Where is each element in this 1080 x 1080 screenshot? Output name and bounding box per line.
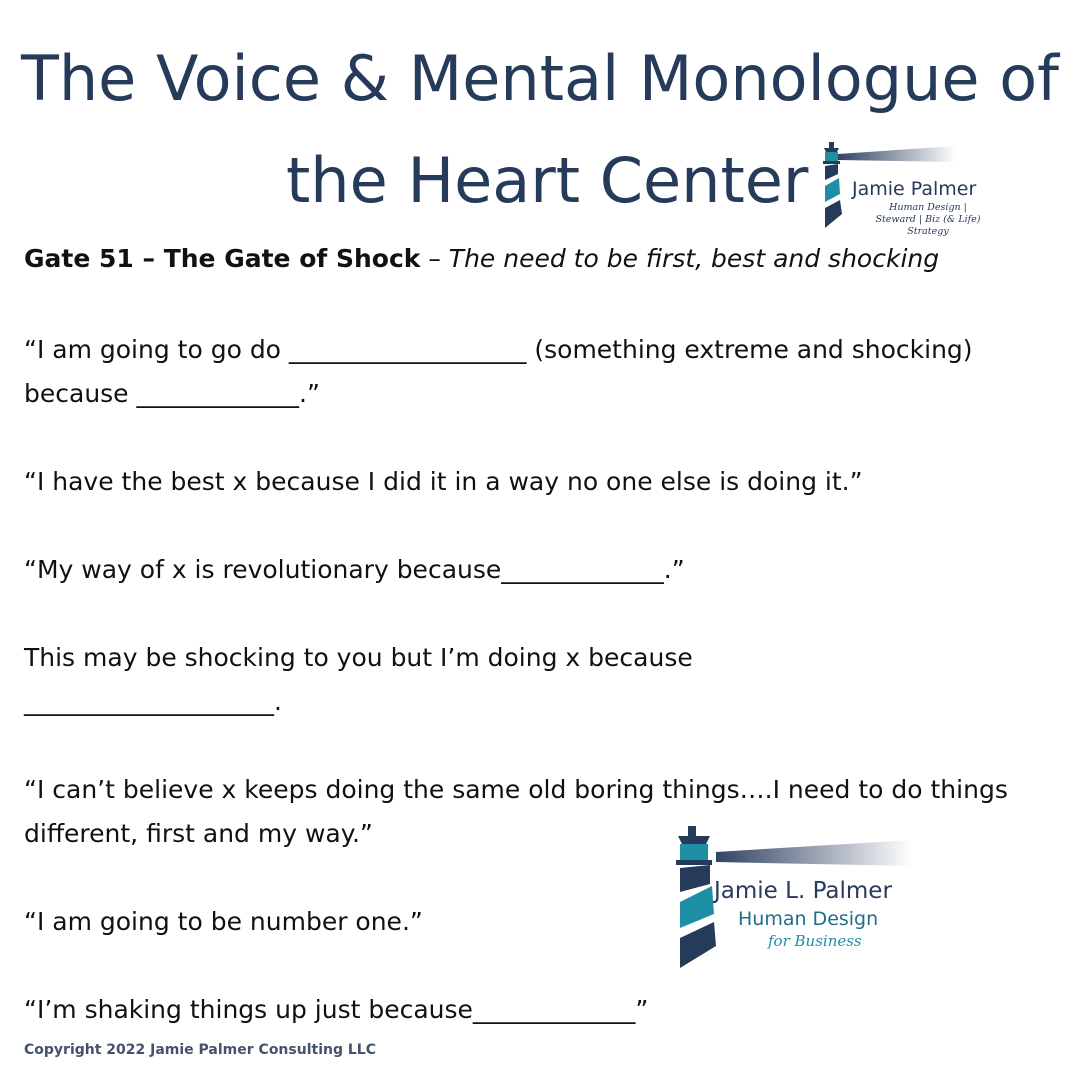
gate-separator: –: [420, 244, 449, 273]
logo-big-human-design: Human Design: [738, 908, 879, 930]
statement-3: “My way of x is revolutionary because_____________.”: [24, 555, 685, 584]
statement-7: “I’m shaking things up just because_____________”: [24, 995, 649, 1024]
gate-label: Gate 51 – The Gate of Shock: [24, 244, 421, 273]
statement-6: “I am going to be number one.”: [24, 907, 423, 936]
logo-big-for-business: for Business: [768, 932, 862, 950]
gate-heading: [24, 244, 939, 274]
gate-description: The need to be first, best and shocking: [448, 244, 940, 273]
statement-5: “I can’t believe x keeps doing the same old boring things….I need to do things different, first and my way.”: [24, 775, 1008, 848]
logo-big-name: Jamie L. Palmer: [714, 878, 892, 904]
jamie-l-palmer-logo: [672, 822, 922, 972]
page-title-line-2: the Heart Center: [286, 144, 809, 217]
logo-small-name: Jamie Palmer: [852, 178, 977, 200]
copyright-notice: Copyright 2022 Jamie Palmer Consulting LLC: [24, 1042, 376, 1058]
statement-4: This may be shocking to you but I’m doing x because ____________________.: [24, 643, 693, 716]
logo-small-subtitle: Human Design | Steward | Biz (& Life) Strategy: [875, 202, 981, 237]
jamie-palmer-logo-small: [816, 136, 992, 236]
page-title-line-1: The Voice & Mental Monologue of: [20, 42, 1059, 115]
statement-1: “I am going to go do ___________________ (something extreme and shocking) because _____________.”: [24, 335, 973, 408]
statement-2: “I have the best x because I did it in a way no one else is doing it.”: [24, 467, 863, 496]
